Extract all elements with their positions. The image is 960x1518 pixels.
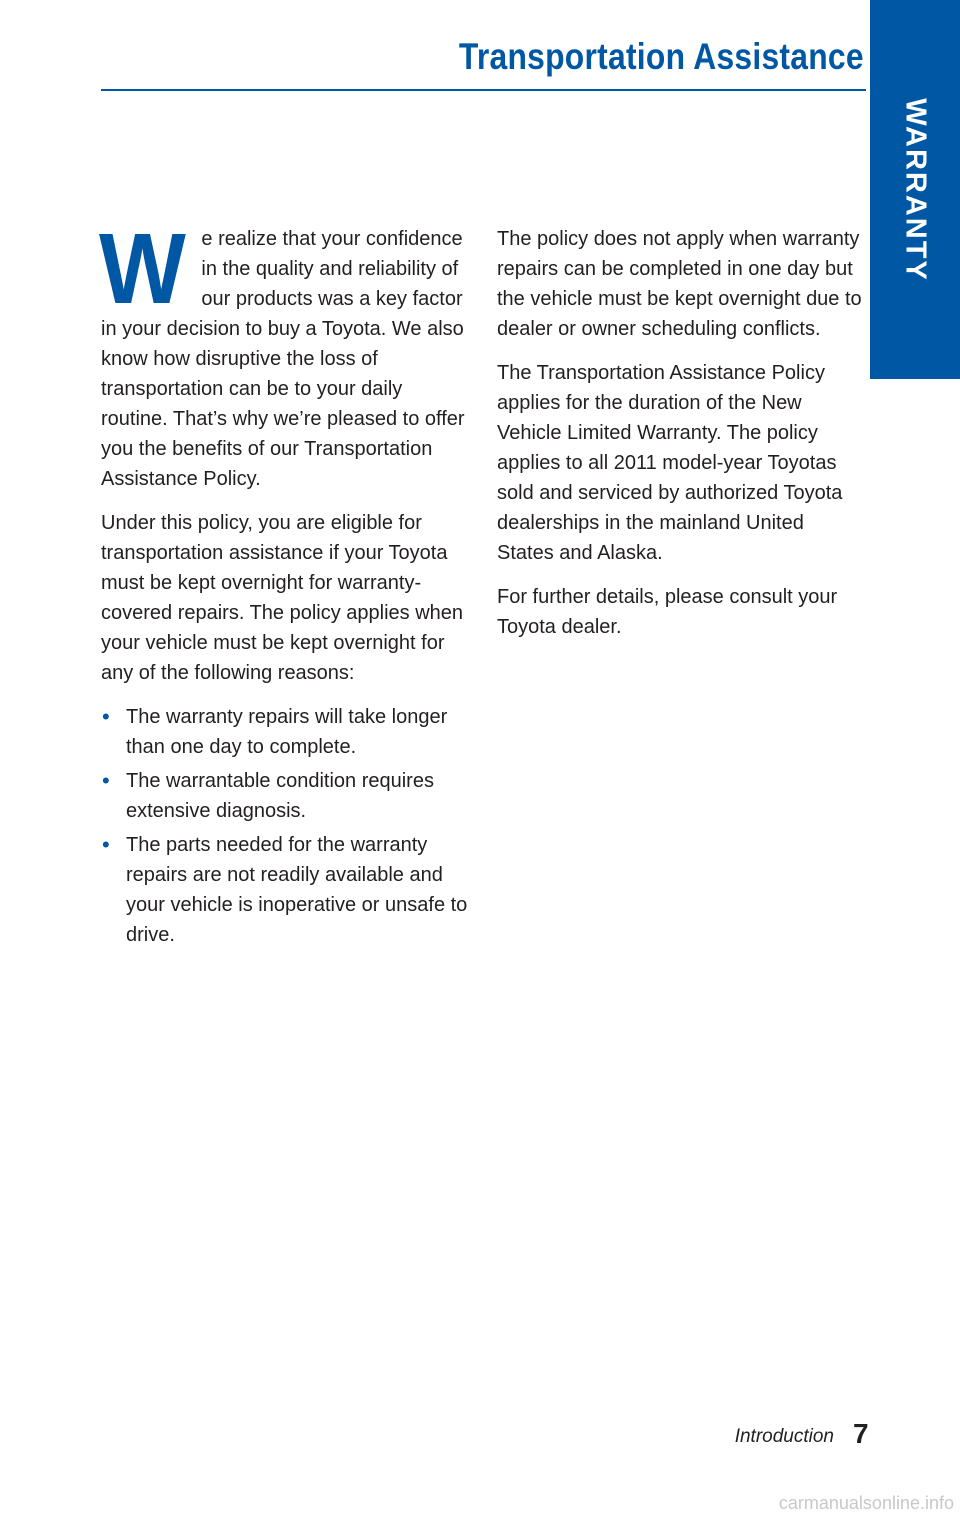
page-title: Transportation Assistance bbox=[459, 36, 864, 77]
list-item-text: The parts needed for the warranty repairs are not readily available and your vehicle is inoperative or unsafe to drive. bbox=[126, 834, 468, 946]
duration-paragraph: The Transportation Assistance Policy applies for the duration of the New Vehicle Limited Warranty. The policy applies to all 2011 model-year Toyotas sold and serviced by authorized Toyota dealerships in the mainland United States and Alaska. bbox=[497, 362, 843, 564]
bullet-icon: • bbox=[102, 768, 110, 793]
exception-paragraph: The policy does not apply when warranty repairs can be completed in one day but the vehicle must be kept overnight due to dealer or owner scheduling conflicts. bbox=[497, 228, 862, 340]
eligibility-paragraph: Under this policy, you are eligible for transportation assistance if your Toyota must be kept overnight for warranty-covered repairs. The policy applies when your vehicle must be kept overnight for any of the following reasons: bbox=[101, 512, 464, 684]
list-item bbox=[101, 766, 469, 826]
left-column bbox=[99, 213, 469, 954]
side-tab-label: WARRANTY bbox=[899, 98, 932, 282]
list-item-text: The warranty repairs will take longer than one day to complete. bbox=[126, 706, 448, 758]
list-item-text: The warrantable condition requires extensive diagnosis. bbox=[126, 770, 434, 822]
drop-cap: W bbox=[99, 213, 186, 325]
footer-section-label: Introduction bbox=[734, 1426, 834, 1447]
bullet-icon: • bbox=[102, 704, 110, 729]
watermark: carmanualsonline.info bbox=[778, 1493, 954, 1513]
dealer-paragraph: For further details, please consult your Toyota dealer. bbox=[497, 586, 838, 638]
intro-text: e realize that your confidence in the quality and reliability of our products was a key factor in your decision to buy a Toyota. We also know how disruptive the loss of transportation can be to your daily routine. That’s why we’re pleased to offer you the benefits of our Transportation Assistance Policy. bbox=[101, 228, 465, 490]
list-item bbox=[101, 830, 469, 950]
title-divider bbox=[101, 89, 866, 91]
right-column bbox=[497, 224, 865, 656]
bullet-icon: • bbox=[102, 832, 110, 857]
section-side-tab bbox=[870, 0, 960, 379]
page-number: 7 bbox=[853, 1418, 869, 1449]
reasons-list bbox=[101, 702, 469, 950]
intro-paragraph bbox=[99, 213, 469, 494]
list-item bbox=[101, 702, 469, 762]
